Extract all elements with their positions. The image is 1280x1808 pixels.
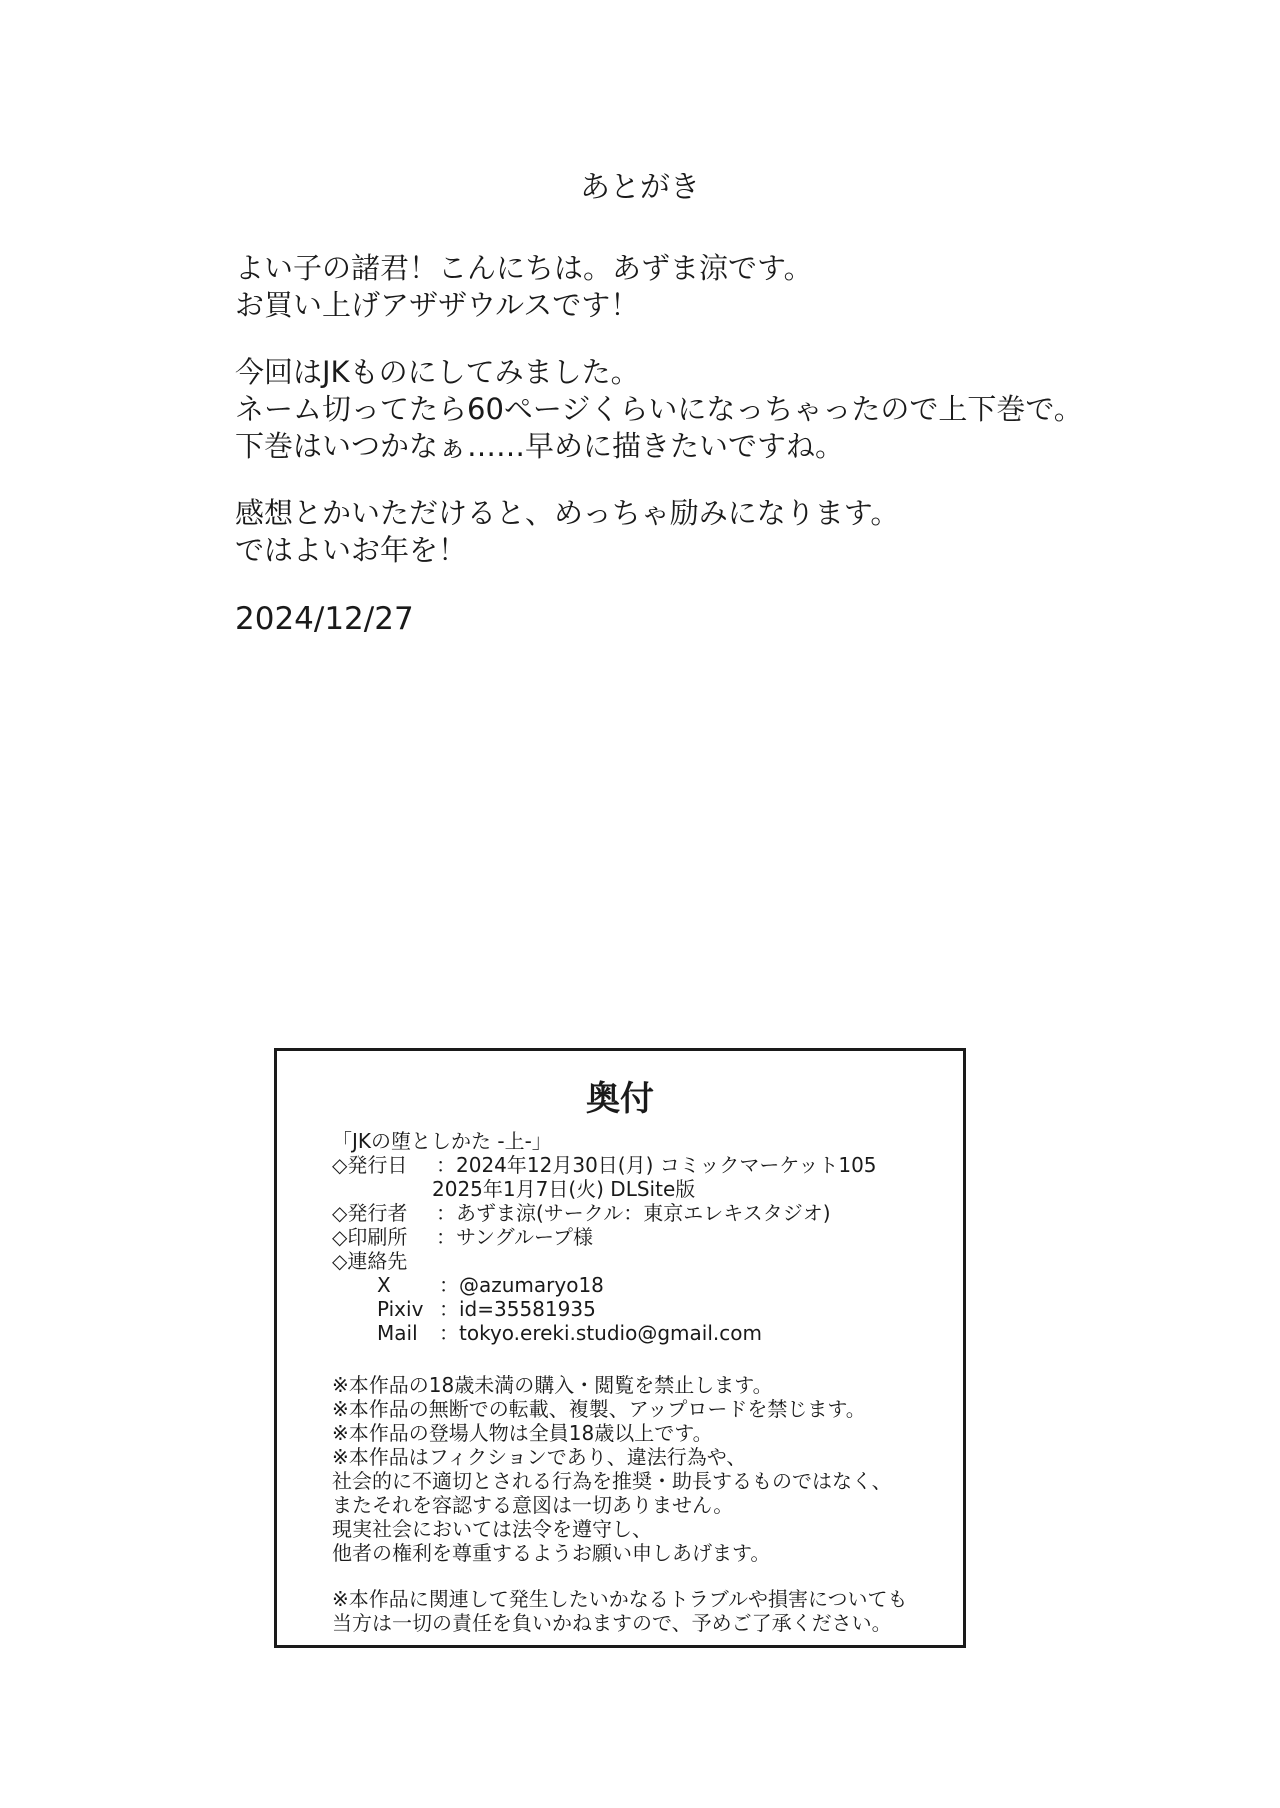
contact-mail-label: Mail <box>377 1321 418 1345</box>
disclaimer-line: ※本作品に関連して発生したいかなるトラブルや損害についても <box>332 1587 908 1611</box>
publisher-label: ◇発行者 <box>332 1201 408 1225</box>
afterword-line: 下巻はいつかなぁ……早めに描きたいですね。 <box>235 429 845 463</box>
notice-line: ※本作品の登場人物は全員18歳以上です。 <box>332 1421 713 1445</box>
colophon-box <box>274 1048 966 1648</box>
afterword-line: ネーム切ってたら60ページくらいになっちゃったので上下巻で。 <box>235 392 1083 426</box>
release-date-value: ：2024年12月30日(月) コミックマーケット105 <box>436 1153 877 1177</box>
colophon-title: 奥付 <box>586 1079 654 1119</box>
notice-line: またそれを容認する意図は一切ありません。 <box>332 1493 734 1517</box>
contact-label: ◇連絡先 <box>332 1249 408 1273</box>
contact-row-pixiv <box>332 1297 952 1321</box>
contact-pixiv-value: ：id=35581935 <box>439 1297 596 1321</box>
notice-line: 社会的に不適切とされる行為を推奨・助長するものではなく、 <box>332 1469 892 1493</box>
contact-pixiv-label: Pixiv <box>377 1297 424 1321</box>
release-date-value-2: 2025年1月7日(火) DLSite版 <box>432 1177 696 1201</box>
notice-line: ※本作品の無断での転載、複製、アップロードを禁じます。 <box>332 1397 866 1421</box>
printer-label: ◇印刷所 <box>332 1225 408 1249</box>
book-title: 「JKの堕としかた -上-」 <box>332 1129 552 1153</box>
contact-x-label: X <box>377 1273 391 1297</box>
afterword-line: お買い上げアザザウルスです！ <box>235 288 640 322</box>
notice-line: ※本作品の18歳未満の購入・閲覧を禁止します。 <box>332 1373 773 1397</box>
release-date-row-2 <box>332 1177 952 1201</box>
afterword-line: 今回はJKものにしてみました。 <box>235 355 640 389</box>
contact-mail-value: ：tokyo.ereki.studio@gmail.com <box>439 1321 762 1345</box>
printer-value: ：サングループ様 <box>436 1225 593 1249</box>
contact-x-value: ：@azumaryo18 <box>439 1273 604 1297</box>
release-date-label: ◇発行日 <box>332 1153 408 1177</box>
afterword-date: 2024/12/27 <box>235 601 414 637</box>
afterword-line: ではよいお年を！ <box>235 533 468 567</box>
notice-line: 他者の権利を尊重するようお願い申しあげます。 <box>332 1541 771 1565</box>
publisher-row <box>332 1201 952 1225</box>
afterword-body <box>235 250 1215 639</box>
afterword-title: あとがき <box>580 170 700 205</box>
colophon-content <box>332 1129 952 1635</box>
afterword-line: 感想とかいただけると、めっちゃ励みになります。 <box>235 496 900 530</box>
contact-row-mail <box>332 1321 952 1345</box>
afterword-line: よい子の諸君！こんにちは。あずま涼です。 <box>235 251 813 285</box>
contact-row-x <box>332 1273 952 1297</box>
notice-line: ※本作品はフィクションであり、違法行為や、 <box>332 1445 747 1469</box>
publisher-value: ：あずま涼(サークル：東京エレキスタジオ) <box>436 1201 831 1225</box>
notice-line: 現実社会においては法令を遵守し、 <box>332 1517 652 1541</box>
disclaimer-line: 当方は一切の責任を負いかねますので、予めご了承ください。 <box>332 1611 892 1635</box>
release-date-row <box>332 1153 952 1177</box>
printer-row <box>332 1225 952 1249</box>
